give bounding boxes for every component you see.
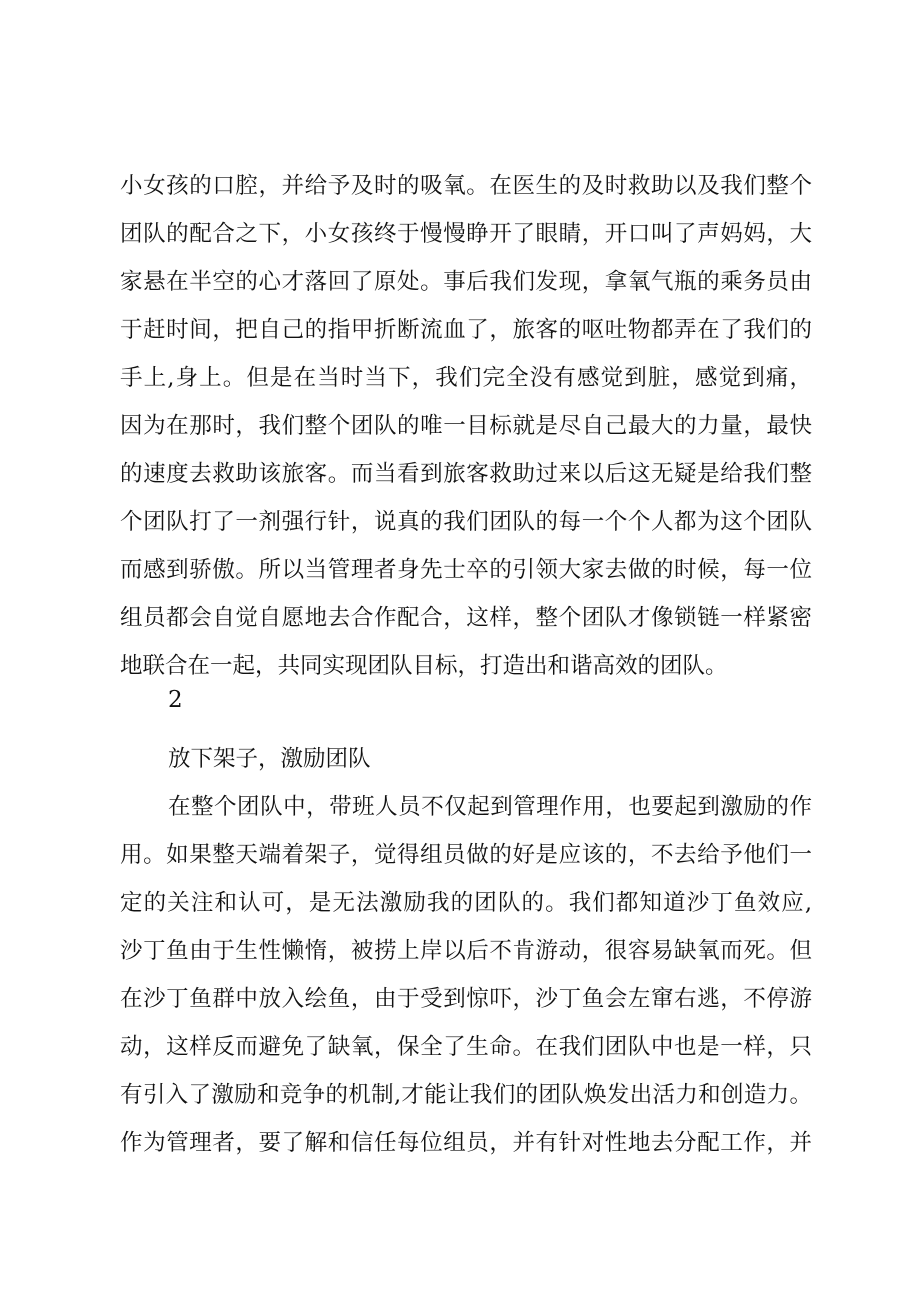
- paragraph-1-line-1: 小女孩的口腔，并给予及时的吸氧。在医生的及时救助以及我们整个: [120, 173, 812, 199]
- paragraph-1-line-6: 因为在那时，我们整个团队的唯一目标就是尽自己最大的力量，最快: [120, 413, 812, 439]
- paragraph-2-line-8: 作为管理者，要了解和信任每位组员，并有针对性地去分配工作，并: [120, 1130, 812, 1156]
- paragraph-1-line-8: 个团队打了一剂强行针，说真的我们团队的每一个个人都为这个团队: [120, 509, 812, 535]
- paragraph-1-line-3: 家悬在半空的心才落回了原处。事后我们发现，拿氧气瓶的乘务员由: [120, 269, 812, 295]
- paragraph-1-line-5: 手上,身上。但是在当时当下，我们完全没有感觉到脏，感觉到痛，: [120, 365, 812, 391]
- paragraph-1-line-11: 地联合在一起，共同实现团队目标，打造出和谐高效的团队。: [120, 653, 728, 679]
- paragraph-1-line-9: 而感到骄傲。所以当管理者身先士卒的引领大家去做的时候，每一位: [120, 557, 812, 583]
- paragraph-1-line-4: 于赶时间，把自己的指甲折断流血了，旅客的呕吐物都弄在了我们的: [120, 317, 812, 343]
- paragraph-2-line-5: 在沙丁鱼群中放入绘鱼，由于受到惊吓，沙丁鱼会左窜右逃，不停游: [120, 986, 812, 1012]
- paragraph-2-line-4: 沙丁鱼由于生性懒惰，被捞上岸以后不肯游动，很容易缺氧而死。但: [120, 938, 812, 964]
- paragraph-1-line-7: 的速度去救助该旅客。而当看到旅客救助过来以后这无疑是给我们整: [120, 461, 812, 487]
- paragraph-2-line-3: 定的关注和认可，是无法激励我的团队的。我们都知道沙丁鱼效应,: [120, 890, 812, 916]
- section-number: 2: [168, 687, 183, 713]
- paragraph-2-line-7: 有引入了激励和竞争的机制,才能让我们的团队焕发出活力和创造力。: [120, 1082, 812, 1108]
- paragraph-2-line-1: 在整个团队中，带班人员不仅起到管理作用，也要起到激励的作: [168, 794, 812, 820]
- paragraph-1-line-2: 团队的配合之下，小女孩终于慢慢睁开了眼睛，开口叫了声妈妈，大: [120, 221, 812, 247]
- paragraph-2-line-2: 用。如果整天端着架子，觉得组员做的好是应该的，不去给予他们一: [120, 842, 812, 868]
- paragraph-1-line-10: 组员都会自觉自愿地去合作配合，这样，整个团队才像锁链一样紧密: [120, 605, 812, 631]
- paragraph-2-line-6: 动，这样反而避免了缺氧，保全了生命。在我们团队中也是一样，只: [120, 1034, 812, 1060]
- section-heading: 放下架子，激励团队: [168, 746, 371, 772]
